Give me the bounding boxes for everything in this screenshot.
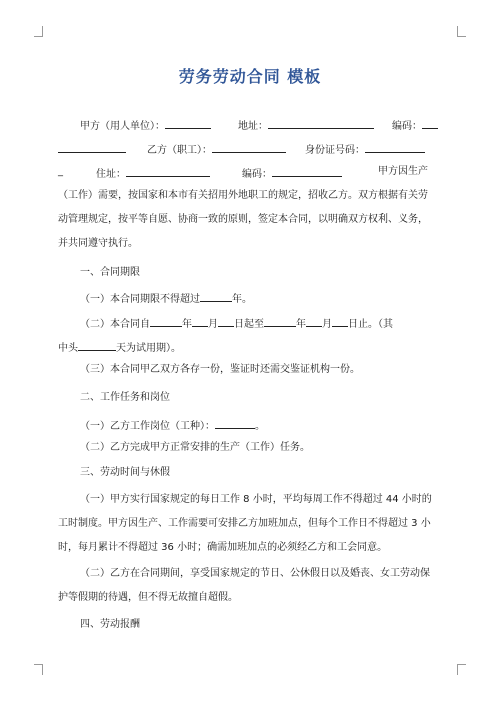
contract-period-item <box>80 315 393 332</box>
residence-label: 住址： <box>96 169 126 180</box>
end-day-blank[interactable] <box>332 315 348 327</box>
postcode-blank-2[interactable] <box>272 165 342 177</box>
section-2-heading: 二、工作任务和岗位 <box>80 392 170 403</box>
party-a-blank[interactable] <box>165 117 211 129</box>
probation-prefix: 中头 <box>58 343 78 354</box>
hours-line-2: 工时制度。甲方因生产、工作需要可安排乙方加班加点，但每个工作日不得超过 3 小 <box>58 518 431 529</box>
position-blank[interactable] <box>215 417 255 429</box>
intro-line-2: 动管理规定，按平等自愿、协商一致的原则，签定本合同，以明确双方权利、义务， <box>58 214 428 225</box>
day-to-label: 日起至 <box>234 319 264 330</box>
party-b-blank[interactable] <box>212 141 286 153</box>
postcode-row-2 <box>242 165 342 182</box>
address-label: 地址： <box>238 121 268 132</box>
intro-line-1: （工作）需要，按国家和本市有关招用外地职工的规定，招收乙方。双方根据有关劳 <box>58 190 428 201</box>
residence-row <box>96 165 210 182</box>
postcode-label-2: 编码： <box>242 169 272 180</box>
section-3-heading: 三、劳动时间与休假 <box>80 467 170 478</box>
start-month-blank[interactable] <box>192 315 208 327</box>
party-a-label: 甲方（用人单位）： <box>80 121 165 132</box>
postcode-continue <box>58 141 126 158</box>
postcode-label: 编码： <box>392 121 422 132</box>
party-b-row <box>147 141 286 158</box>
id-number-blank[interactable] <box>365 141 425 153</box>
address-row <box>238 117 374 134</box>
probation-suffix: 天为试用期）。 <box>116 343 181 354</box>
id-number-label: 身份证号码： <box>305 145 365 156</box>
leave-line-1: （二）乙方在合同期间，享受国家规定的节日、公休假日以及婚丧、女工劳动保 <box>80 568 430 579</box>
postcode-blank[interactable] <box>422 117 438 129</box>
probation-days-blank[interactable] <box>78 339 116 351</box>
task-item: （二）乙方完成甲方正常安排的生产（工作）任务。 <box>80 442 310 453</box>
month-label-2: 月 <box>322 319 332 330</box>
address-blank[interactable] <box>268 117 374 129</box>
term-limit-suffix: 年。 <box>232 294 252 305</box>
dash-mark: _ <box>58 166 63 177</box>
month-label: 月 <box>208 319 218 330</box>
start-year-blank[interactable] <box>150 315 182 327</box>
hours-line-3: 时，每月累计不得超过 36 小时；确需加班加点的必须经乙方和工会同意。 <box>58 542 388 553</box>
section-1-heading: 一、合同期限 <box>80 267 140 278</box>
year-label-2: 年 <box>296 319 306 330</box>
party-a-row <box>80 117 211 134</box>
year-label: 年 <box>182 319 192 330</box>
crop-mark-bottom-left <box>34 664 43 675</box>
term-years-blank[interactable] <box>200 290 232 302</box>
postcode-row <box>392 117 438 134</box>
term-limit-text: （一）本合同期限不得超过 <box>80 294 200 305</box>
end-month-blank[interactable] <box>306 315 322 327</box>
term-limit-item <box>80 290 252 307</box>
intro-line-3: 并共同遵守执行。 <box>58 238 138 249</box>
crop-mark-top-right <box>457 26 466 37</box>
hours-line-1: （一）甲方实行国家规定的每日工作 8 小时，平均每周工作不得超过 44 小时的 <box>80 494 432 505</box>
copies-item: （三）本合同甲乙双方各存一份，鉴证时还需交鉴证机构一份。 <box>80 364 360 375</box>
id-number-row <box>305 141 425 158</box>
leave-line-2: 护等假期的待遇，但不得无故擅自超假。 <box>58 592 238 603</box>
intro-tail: 甲方因生产 <box>378 166 428 177</box>
crop-mark-top-left <box>34 26 43 37</box>
section-4-heading: 四、劳动报酬 <box>80 619 140 630</box>
residence-blank[interactable] <box>126 165 210 177</box>
day-end-label: 日止。（其 <box>348 319 393 330</box>
document-title: 劳务劳动合同 模板 <box>178 67 322 86</box>
position-item <box>80 417 265 434</box>
end-year-blank[interactable] <box>264 315 296 327</box>
probation-line <box>58 339 181 356</box>
position-text: （一）乙方工作岗位（工种）： <box>80 421 215 432</box>
party-b-label: 乙方（职工）： <box>147 145 212 156</box>
crop-mark-bottom-right <box>457 664 466 675</box>
postcode-blank-continued[interactable] <box>58 141 126 153</box>
contract-period-text: （二）本合同自 <box>80 319 150 330</box>
position-suffix: 。 <box>255 421 265 432</box>
start-day-blank[interactable] <box>218 315 234 327</box>
